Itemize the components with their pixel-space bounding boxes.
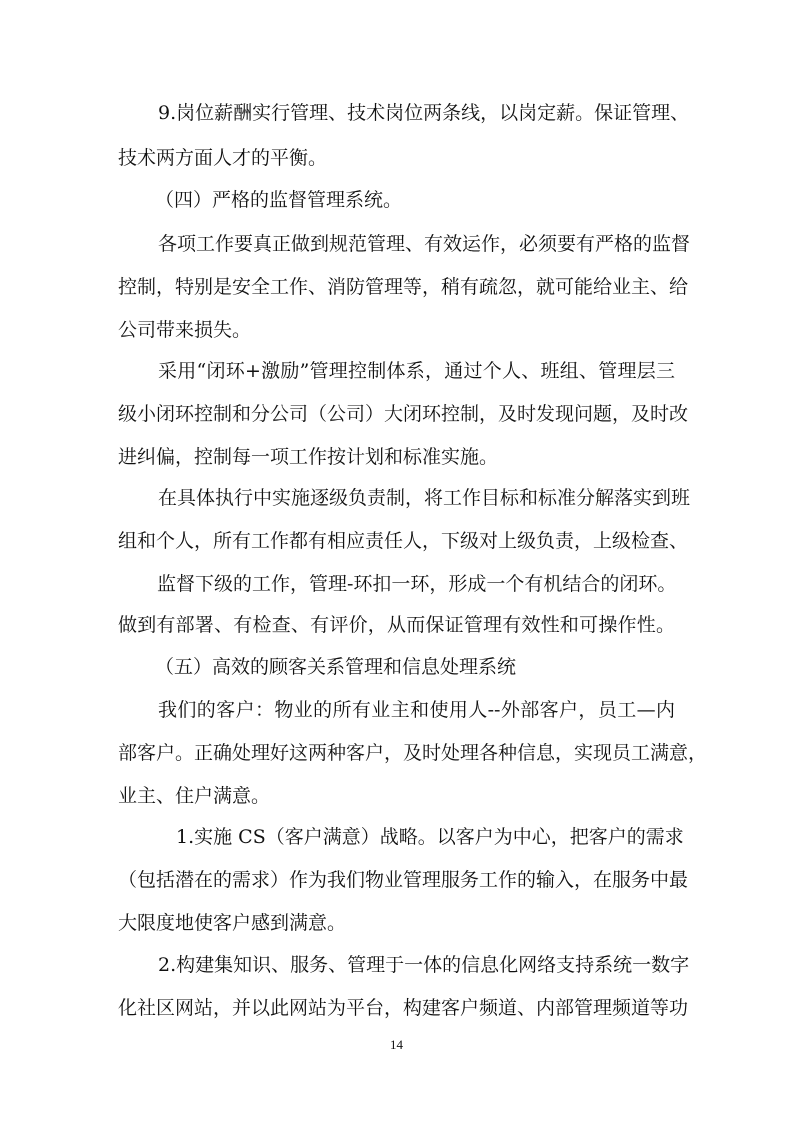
paragraph-9-line-1: 9.岗位薪酬实行管理、技术岗位两条线，以岗定薪。保证管理、 xyxy=(158,102,690,124)
paragraph-e-line-3: 大限度地使客户感到满意。 xyxy=(118,912,347,934)
paragraph-9-line-2: 技术两方面人才的平衡。 xyxy=(118,147,328,169)
paragraph-c-line-4: 做到有部署、有检查、有评价，从而保证管理有效性和可操作性。 xyxy=(118,614,675,636)
paragraph-d-line-3: 业主、住户满意。 xyxy=(118,785,271,807)
paragraph-b-line-2: 级小闭环控制和分公司（公司）大闭环控制，及时发现问题，及时改 xyxy=(118,403,689,425)
paragraph-d-line-1: 我们的客户：物业的所有业主和使用人--外部客户，员工—内 xyxy=(158,699,675,721)
paragraph-c-line-3: 监督下级的工作，管理-环扣一环，形成一个有机结合的闭环。 xyxy=(157,573,677,595)
section-heading-4: （四）严格的监督管理系统。 xyxy=(155,189,403,211)
paragraph-d-line-2: 部客户。正确处理好这两种客户，及时处理各种信息，实现员工满意， xyxy=(118,742,708,764)
paragraph-e-line-1: 1.实施 CS（客户满意）战略。以客户为中心，把客户的需求 xyxy=(176,826,684,848)
paragraph-b-line-3: 进纠偏，控制每一项工作按计划和标准实施。 xyxy=(118,446,499,468)
paragraph-b-line-1: 采用“闭环+激励”管理控制体系，通过个人、班组、管理层三 xyxy=(158,360,675,382)
section-heading-5: （五）高效的顾客关系管理和信息处理系统 xyxy=(155,656,517,678)
paragraph-f-line-2: 化社区网站，并以此网站为平台，构建客户频道、内部管理频道等功 xyxy=(118,997,689,1019)
paragraph-f-line-1: 2.构建集知识、服务、管理于一体的信息化网络支持系统一数字 xyxy=(158,954,690,976)
paragraph-a-line-3: 公司带来损失。 xyxy=(118,319,252,341)
paragraph-c-line-2: 组和个人，所有工作都有相应责任人，下级对上级负责，上级检查、 xyxy=(118,530,689,552)
paragraph-a-line-2: 控制，特别是安全工作、消防管理等，稍有疏忽，就可能给业主、给 xyxy=(118,276,689,298)
paragraph-e-line-2: （包括潜在的需求）作为我们物业管理服务工作的输入，在服务中最 xyxy=(118,869,689,891)
page-number: 14 xyxy=(390,1037,403,1052)
paragraph-a-line-1: 各项工作要真正做到规范管理、有效运作，必须要有严格的监督 xyxy=(158,233,691,255)
paragraph-c-line-1: 在具体执行中实施逐级负责制，将工作目标和标准分解落实到班 xyxy=(158,487,691,509)
